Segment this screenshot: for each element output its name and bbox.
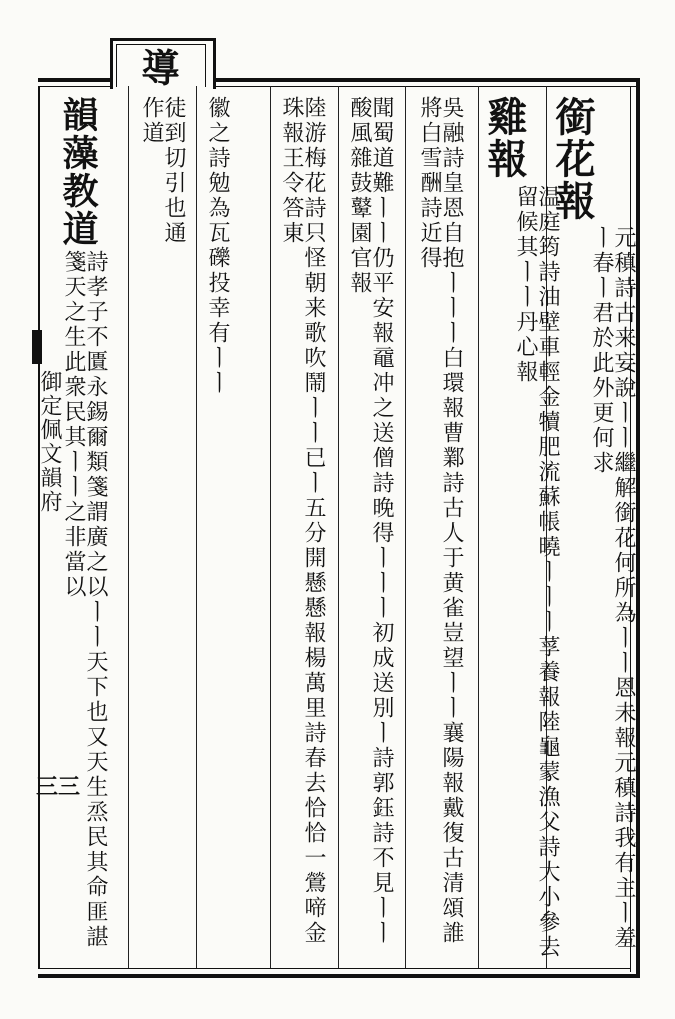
entry-heading: 韻藻教道: [57, 96, 99, 248]
entry-text: 吳融詩皇恩自抱ㅣㅣㅣ白環報曹鄴詩古人于黄雀豈望ㅣㅣ襄陽報戴復古清頌誰將白雪酬詩近得: [417, 96, 464, 946]
frame-right-border: [636, 78, 640, 978]
entry-text: 徽之詩勉為瓦礫投幸有ㅣㅣ: [205, 96, 230, 396]
frame-bottom-border: [38, 974, 640, 978]
column-divider: [270, 86, 271, 968]
column-divider: [196, 86, 197, 968]
page-number: 三三: [36, 774, 81, 800]
page-margin: [0, 86, 40, 968]
frame-bottom-inner-border: [38, 968, 630, 969]
margin-marker: [32, 330, 42, 364]
entry-text: 聞蜀道難ㅣㅣ仍平安報黿冲之送僧詩晚得ㅣㅣㅣ初成送別ㅣ詩郭鈺詩不見ㅣㅣ酸風雜鼓鼙園官報: [347, 96, 394, 946]
entry-heading: 銜花報: [549, 96, 596, 222]
column-divider: [478, 86, 479, 968]
tab-character: 導: [135, 48, 180, 88]
entry-text: 陸游梅花詩只怪朝来歌吹鬧ㅣㅣ已ㅣ五分開懸懸報楊萬里詩春去恰恰一鶯啼金珠報王令答東: [279, 96, 326, 946]
entry-text: 元稹詩古来妄說ㅣㅣ繼解銜花何所為ㅣㅣ恩未報元稹詩我有主ㅣ羞ㅣ春ㅣ君於此外更何求: [589, 226, 636, 951]
entry-text: 徒到切引也通作道: [139, 96, 186, 246]
entry-text: 詩孝子不匱永錫爾類箋謂廣之以ㅣㅣ天下也又天生烝民其命匪諶箋天之生此衆民其ㅣㅣ之非當以: [61, 250, 108, 950]
book-title: 御定佩文韻府: [37, 370, 62, 514]
column-divider: [405, 86, 406, 968]
entry-text: 温庭筠詩油壁車輕金犢肥流蘇帳曉ㅣㅣㅣ莩養報陸龜蒙漁父詩大小參去留候其ㅣㅣ丹心報: [513, 185, 560, 960]
column-divider: [338, 86, 339, 968]
column-divider: [128, 86, 129, 968]
entry-heading: 雞報: [481, 96, 528, 180]
